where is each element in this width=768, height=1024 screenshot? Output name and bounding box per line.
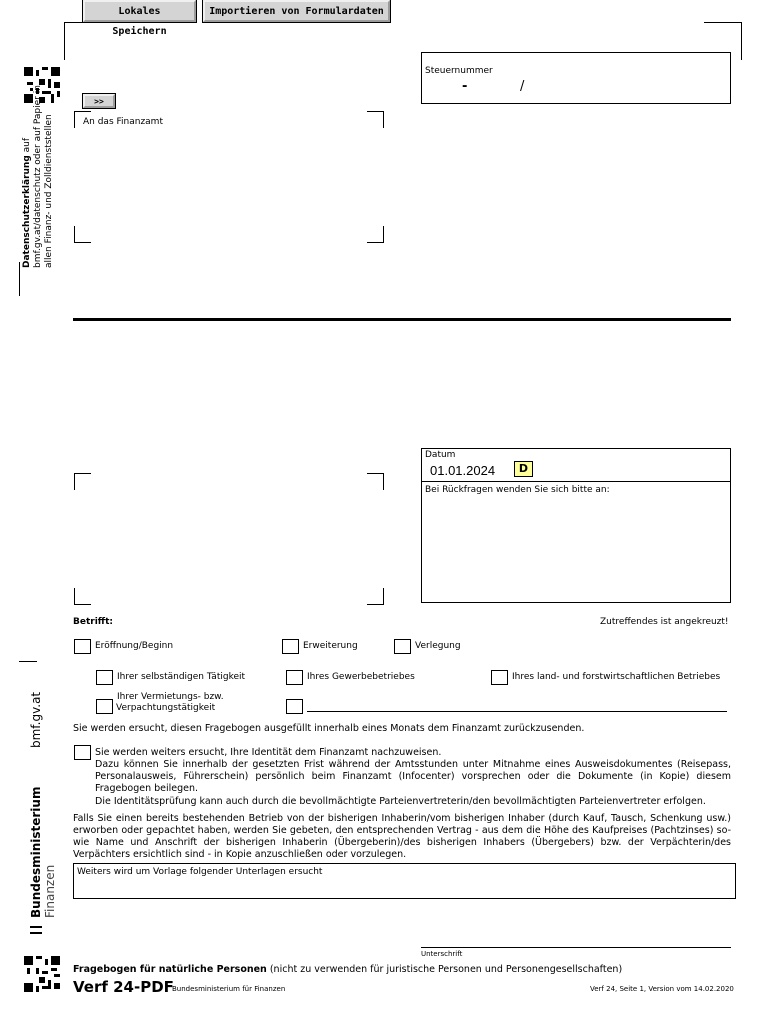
checkbox-eroeffnung[interactable] xyxy=(74,639,91,654)
privacy-title: Datenschutzerklärung xyxy=(22,155,32,268)
finanzamt-address-field[interactable] xyxy=(80,130,370,230)
ministry-line1: Bundesministerium xyxy=(29,786,43,918)
label-gewerbe: Ihres Gewerbebetriebes xyxy=(307,672,415,682)
betrifft-label: Betrifft: xyxy=(73,617,113,627)
address-corner xyxy=(367,111,384,128)
checkbox-erweiterung[interactable] xyxy=(282,639,299,654)
checkbox-gewerbe[interactable] xyxy=(286,670,303,685)
form-id: Verf 24-PDF xyxy=(73,978,174,996)
unterlagen-box[interactable] xyxy=(73,863,736,899)
datum-box xyxy=(421,448,731,482)
label-vermietung-line1: Ihrer Vermietungs- bzw. xyxy=(117,692,224,702)
checkbox-verlegung[interactable] xyxy=(394,639,411,654)
signature-label: Unterschrift xyxy=(421,950,463,958)
label-eroeffnung: Eröffnung/Beginn xyxy=(95,641,174,651)
checkbox-selbstaendig[interactable] xyxy=(96,670,113,685)
page-corner-mark xyxy=(64,22,82,23)
steuernummer-sep-slash: / xyxy=(520,79,525,94)
rueckfragen-box[interactable] xyxy=(421,481,731,603)
return-instruction: Sie werden ersucht, diesen Fragebogen ausgefüllt innerhalb eines Monats dem Finanzamt zurückzusenden. xyxy=(73,723,585,734)
privacy-line: allen Finanz- und Zolldienststellen xyxy=(44,114,54,268)
import-form-data-button[interactable]: Importieren von Formulardaten xyxy=(203,0,390,22)
sonstige-input-line[interactable] xyxy=(307,711,727,712)
ministry-line2: Finanzen xyxy=(43,864,57,918)
privacy-notice xyxy=(22,85,55,268)
label-erweiterung: Erweiterung xyxy=(303,641,358,651)
privacy-line: bmf.gv.at/datenschutz oder auf Papier in xyxy=(33,85,43,268)
footer-title-bold: Fragebogen für natürliche Personen xyxy=(73,964,267,975)
footer-title xyxy=(73,964,622,975)
footer-title-rest: (nicht zu verwenden für juristische Personen und Personengesellschaften) xyxy=(266,964,623,975)
save-locally-button[interactable]: Lokales Speichern xyxy=(83,0,196,22)
ministry-logo-mark xyxy=(30,932,42,934)
label-selbstaendig: Ihrer selbständigen Tätigkeit xyxy=(117,672,246,682)
betrifft-note: Zutreffendes ist angekreuzt! xyxy=(600,617,729,627)
address-corner xyxy=(367,588,384,605)
betrieb-paragraph: Falls Sie einen bereits bestehenden Betrieb von der bisherigen Inhaberin/vom bisherigen Inhaber (durch Kauf, Tausch, Schenkung usw.) erworben oder gepachtet haben, werden Sie gebeten, den entsprechenden Vertrag - aus dem die Höhe des Kaufpreises (Pachtzinses) so-wie Name und Anschrift der bisherigen Inhaberin (Übergeberin)/des bisherigen Inhabers (Übergebers) bzw. der Verpächterin/des Verpächters ersichtlich sind - in Kopie anzuschließen oder vorzulegen. xyxy=(73,813,731,860)
ministry-logo-text xyxy=(29,787,57,918)
steuernummer-box xyxy=(421,52,731,104)
datum-label: Datum xyxy=(425,450,456,460)
section-separator xyxy=(73,318,731,321)
steuernummer-sep-dash: - xyxy=(462,79,468,94)
footer-ministry: Bundesministerium für Finanzen xyxy=(172,985,286,993)
page-corner-mark xyxy=(64,22,65,60)
date-picker-button[interactable]: D xyxy=(514,461,533,477)
footer-version: Verf 24, Seite 1, Version vom 14.02.2020 xyxy=(590,985,734,993)
page-corner-mark xyxy=(704,22,742,23)
label-vermietung-line2: Verpachtungstätigkeit xyxy=(116,703,216,713)
label-landwirtschaft: Ihres land- und forstwirtschaftlichen Betriebes xyxy=(512,672,721,682)
checkbox-landwirtschaft[interactable] xyxy=(491,670,508,685)
ministry-logo-mark xyxy=(30,926,42,928)
checkbox-identitaet[interactable] xyxy=(74,745,91,760)
privacy-suffix: auf xyxy=(22,137,32,156)
checkbox-sonstige[interactable] xyxy=(286,699,303,714)
signature-line[interactable] xyxy=(421,947,731,948)
website-text: bmf.gv.at xyxy=(29,691,43,748)
identity-body-2: Die Identitätsprüfung kann auch durch die bevollmächtigte Parteienvertreterin/den bevollmächtigten Parteienvertreter erfolgen. xyxy=(95,796,706,807)
rueckfragen-label: Bei Rückfragen wenden Sie sich bitte an: xyxy=(425,485,610,495)
sidebar-divider xyxy=(19,661,37,662)
unterlagen-label: Weiters wird um Vorlage folgender Unterlagen ersucht xyxy=(77,867,323,877)
address-corner xyxy=(74,588,91,605)
sidebar-divider xyxy=(19,262,20,296)
steuernummer-input[interactable] xyxy=(422,77,730,97)
identity-body: Dazu können Sie innerhalb der gesetzten Frist während der Amtsstunden unter Mitnahme eines Ausweisdokumentes (Reisepass, Personalausweis, Führerschein) persönlich beim Finanzamt (Infocenter) vorsprechen oder die Dokumente (in Kopie) diesem Fragebogen beilegen. xyxy=(95,759,731,794)
datum-input[interactable]: 01.01.2024 xyxy=(430,463,496,478)
checkbox-vermietung[interactable] xyxy=(96,699,113,714)
label-vermietung xyxy=(117,692,224,714)
steuernummer-label: Steuernummer xyxy=(425,66,493,76)
qr-code-icon xyxy=(24,956,60,992)
identity-title: Sie werden weiters ersucht, Ihre Identität dem Finanzamt nachzuweisen. xyxy=(95,747,442,758)
page-corner-mark xyxy=(741,22,742,60)
expand-button[interactable]: >> xyxy=(83,94,115,108)
address-label: An das Finanzamt xyxy=(83,117,163,127)
recipient-address-field[interactable] xyxy=(80,480,370,590)
label-verlegung: Verlegung xyxy=(415,641,461,651)
